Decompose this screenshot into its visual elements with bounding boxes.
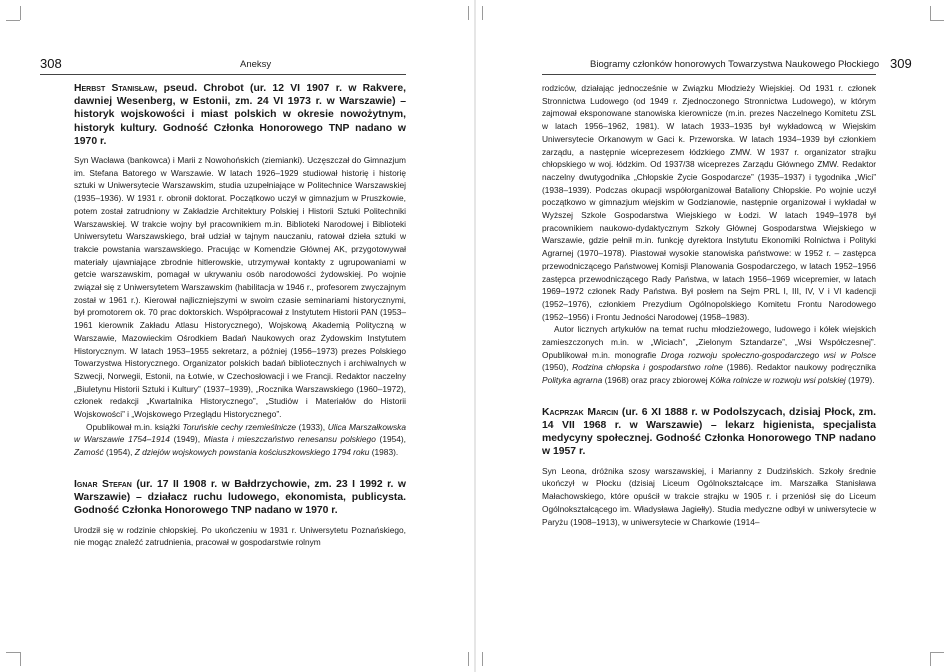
book-title: Rodzina chłopska i gospodarstwo rolne [572,362,723,373]
entry-paragraph: Syn Wacława (bankowca) i Marii z Nowohońskich (ziemianki). Uczęszczał do Gimnazjum im. Stefana Batorego w Warszawie. W latach 1926–1929 studiował historię i historię sztuki w Uniwersytecie Warszawskim, studia uzupełniające w Politechnice Warszawskiej (1935–1936). W 1931 r. obronił doktorat. Początkowo uczył w gimnazjum w Pruszkowie, potem został zatrudniony w Zakładzie Architektury Polskiej i Historii Sztuki Politechniki Warszawskiej. W trakcie wojny był pracownikiem m.in. Biblioteki Narodowej i Biblioteki Uniwersytetu Warszawskiego, brał udział w tajnym nauczaniu, ratował dzieła sztuki w trakcie powstania warszawskiego. Pracując w Komendzie Głównej AK, przygotowywał materiały ujawniające zbrodnie hitlerowskie, utrzymywał kontakty z ugrupowaniami w getcie warszawskim, pomagał w ukrywaniu osób narodowości żydowskiej. Po wojnie związał się z Uniwersytetem Warszawskim (habilitacja w 1946 r., profesorem zwyczajnym został w 1961 r.). Kierował najliczniejszymi w swoim czasie seminariami historycznymi, był promotorem ok. 70 prac doktorskich. Współpracował z Instytutem Historii PAN (1953–1961 kierownik Zakładu Atlasu Historycznego), Wojskową Akademią Polityczną w Warszawie, Mazowieckim Ośrodkiem Badań Naukowych oraz Żydowskim Instytutem Historycznym. W latach 1953–1955 sekretarz, a później (1956–1973) prezes Polskiego Towarzystwa Historycznego. Organizator polskich badań bibliotecznych i archiwalnych w Szwecji, Norwegii, Estonii, na Łotwie, w Czechosłowacji i we Francji. Redaktor naczelny „Biuletynu Historii Sztuki i Kultury” (1937–1939), „Rocznika Warszawskiego (1960–1972), członek redakcji „Kwartalnika Historycznego”, „Studiów i Materiałów do Historii Wojskowości” i „Wojskowego Przeglądu Historycznego”. [74,155,406,420]
entry-title-rest: (ur. 6 XI 1888 r. w Podolszycach, dzisiaj Płock, zm. 14 VII 1968 r. w Warszawie) – lekarz higienista, specjalista medycyny społecznej. Godność Członka Honorowego TNP nadano w 1957 r. [542,406,877,458]
right-page [476,0,950,672]
entry-title [542,406,876,459]
running-head: Aneksy [240,59,272,70]
running-head: Biogramy członków honorowych Towarzystwa Naukowego Płockiego [590,59,880,70]
left-page [0,0,474,672]
page-number: 309 [890,56,912,71]
text-run: (1979). [845,375,875,386]
entry-paragraph-publications [542,323,876,387]
text-run: (1954), [103,447,135,458]
book-title: Miasta i mieszczaństwo renesansu polskiego [203,434,376,445]
book-title: Kółka rolnicze w rozwoju wsi polskiej [709,375,846,386]
entry-title [74,478,406,518]
entry-name: Kacprzak Marcin [542,406,619,418]
text-run: (1949), [169,434,204,445]
entry-paragraph-publications [74,421,406,459]
book-title: Polityka agrarna [542,375,603,386]
text-run: (1968) oraz pracy zbiorowej [602,375,710,386]
book-title: Z dziejów wojskowych powstania kościuszkowskiego 1794 roku [134,447,370,458]
header-rule [40,74,406,75]
entry-paragraph: rodziców, działając jednocześnie w Związku Młodzieży Wiejskiej. Od 1931 r. członek Stronnictwa Ludowego (od 1949 r. Zjednoczonego Stronnictwa Ludowego), w którym zajmował eksponowane stanowiska kierownicze (m.in. prezes Naczelnego Komitetu ZSL w latach 1956–1962, 1981). W latach 1933–1935 był wykładowcą w Wiejskim Uniwersytecie Orkanowym w Gaci k. Przeworska. W latach 1934–1939 był członkiem zarządu, a następnie wiceprezesem łódzkiego ZMW. W 1937 r. organizator strajku chłopskiego w woj. łódzkim. Od 1937/38 wiceprezes Zarządu Głównego ZMW. Redaktor naczelny dwutygodnika „Chłopskie Życie Gospodarcze” (1935–1937) i tygodnika „Wici” (1938–1939). Podczas okupacji współorganizował Bataliony Chłopskie. Po wojnie uczył początkowo w gimnazjum wiejskim w Godzianowie, następnie organizował i wykładał w Wyższej Szkole Gospodarstwa Wiejskiego w Łodzi. W latach 1949–1978 był pracownikiem naukowo-dydaktycznym Szkoły Głównej Gospodarstwa Wiejskiego w Warszawie, gdzie pełnił m.in. funkcję dyrektora Instytutu Ekonomiki Rolnictwa i Polityki Agrarnej (1970–1978). Piastował wysokie stanowiska państwowe: w 1952 r. – zastępca przewodniczącego Państwowej Komisji Planowania Gospodarczego, w latach 1952–1956 zastępca przewodniczącego Rady Państwa, w latach 1956–1969 wicepremier, w latach 1969–1972 członek Rady Państwa. Był posłem na Sejm PRL I, III, IV, V i VI kadencji (1952–1976), członkiem Prezydium Ogólnopolskiego Komitetu Frontu Narodowego (1952–1956) i Frontu Jedności Narodowej (1958–1983). [542,83,876,322]
text-run: (1933), [296,421,328,432]
book-title: Zamość [74,447,104,458]
text-run: (1983). [369,447,399,458]
entry-name: Ignar Stefan [74,478,132,490]
text-run: Opublikował m.in. książki [86,421,183,432]
right-text-column [542,82,876,528]
text-run: Autor licznych artykułów na temat ruchu młodzieżowego, ludowego i kółek wiejskich zamieszczonych m.in. w „Wiciach”, „Zielonym Sztandarze”, „Wsi Współczesnej”. Opublikował m.in. monografie [542,324,876,360]
entry-title-rest: , pseud. Chrobot (ur. 12 VI 1907 r. w Rakvere, dawniej Wesenberg, w Estonii, zm. 24 VI 1973 r. w Warszawie) – historyk wojskowości i miast polskich w okresie nowożytnym, historyk kultury. Godność Członka Honorowego TNP nadano w 1970 r. [74,83,406,147]
entry-title-rest: (ur. 17 II 1908 r. w Bałdrzychowie, zm. 23 I 1992 r. w Warszawie) – działacz ruchu ludowego, ekonomista, publicysta. Godność Członka Honorowego TNP nadano w 1970 r. [74,478,407,517]
page-number: 308 [40,56,62,71]
entry-title [74,82,406,148]
book-title: Ulica Marszałkowska w Warszawie 1754–1914 [74,421,406,445]
left-text-column [74,82,406,549]
entry-name: Herbst Stanisław [74,83,155,94]
text-run: (1950), [542,362,573,373]
text-run: (1954), [375,434,406,445]
text-run: (1986). Redaktor naukowy podręcznika [722,362,876,373]
book-title: Toruńskie cechy rzemieślnicze [182,421,297,432]
entry-paragraph: Urodził się w rodzinie chłopskiej. Po ukończeniu w 1931 r. Uniwersytetu Poznańskiego, nie mogąc znaleźć zatrudnienia, pracował w gospodarstwie rolnym [74,524,406,548]
book-title: Droga rozwoju społeczno-gospodarczego wsi w Polsce [661,349,876,360]
header-rule [542,74,876,75]
entry-paragraph: Syn Leona, dróżnika szosy warszawskiej, i Marianny z Dudzińskich. Szkoły średnie ukończył w Płocku (dzisiaj Liceum Ogólnokształcące im. Marszałka Stanisława Małachowskiego, które opuścił w trakcie strajku w 1905 r. i przeniósł się do Liceum Ogólnokształcącego im. Władysława Jagiełły). Studia medyczne odbył w uniwersytecie w Paryżu (1908–1913), w uniwersytecie w Charkowie (1914– [542,465,876,527]
